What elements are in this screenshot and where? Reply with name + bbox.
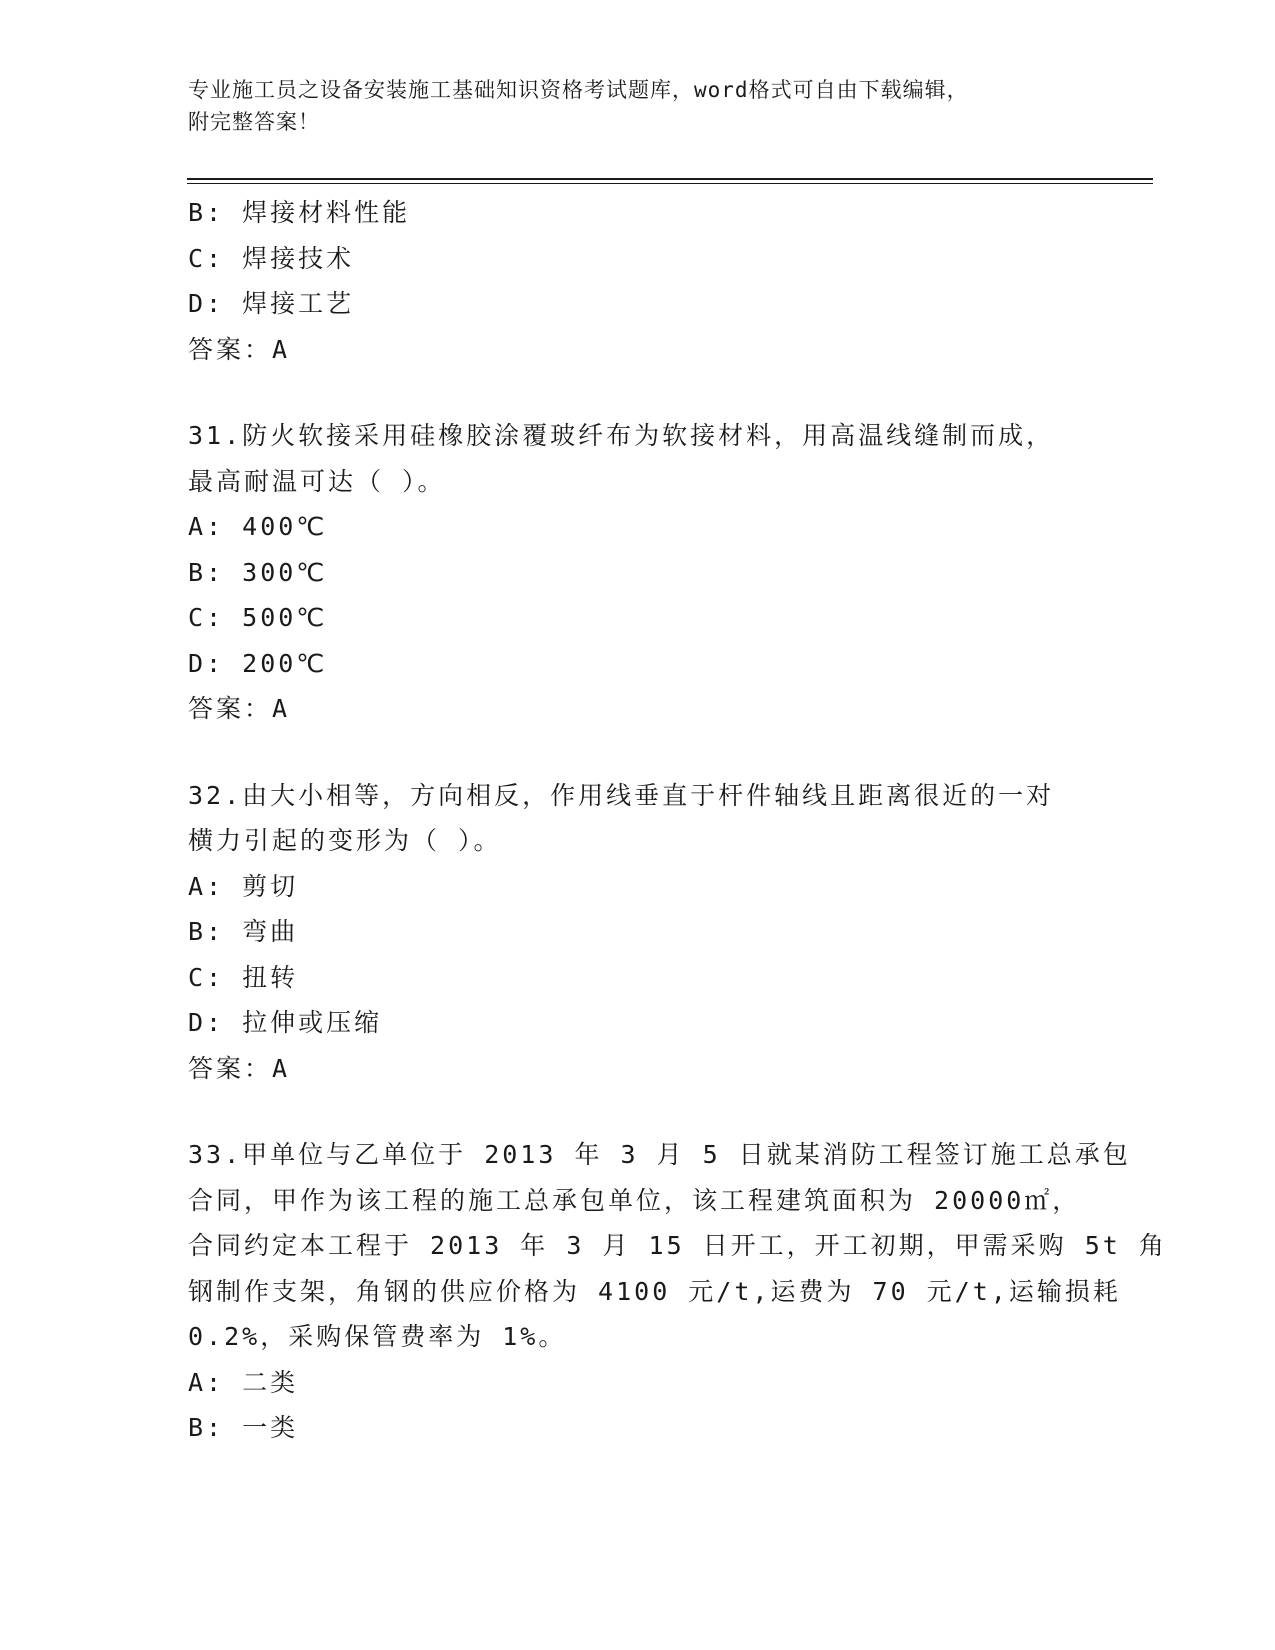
option-b: B: 300℃: [188, 557, 328, 587]
option-d: D: 200℃: [188, 648, 328, 678]
option-c: C: 焊接技术: [188, 243, 355, 273]
option-c: C: 500℃: [188, 603, 328, 632]
option-d: D: 焊接工艺: [188, 289, 355, 318]
question-32: [188, 773, 1088, 1092]
option-b: B: 焊接材料性能: [188, 198, 411, 227]
answer-line: 答案：A: [188, 1053, 291, 1083]
option-b: B: 一类: [188, 1413, 299, 1442]
question-33: [188, 1132, 1167, 1451]
question-31: [188, 413, 1088, 732]
question-stem-line: 合同，甲作为该工程的施工总承包单位，该工程建筑面积为 20000㎡，: [188, 1185, 1081, 1215]
question-stem-line: 32.由大小相等，方向相反，作用线垂直于杆件轴线且距离很近的一对: [188, 780, 1055, 810]
header-line: 专业施工员之设备安装施工基础知识资格考试题库，word格式可自由下载编辑，: [188, 78, 969, 102]
question-stem-line: 最高耐温可达（ ）。: [188, 466, 446, 496]
question-stem-line: 31.防火软接采用硅橡胶涂覆玻纤布为软接材料，用高温线缝制而成，: [188, 421, 1055, 450]
question-stem-line: 横力引起的变形为（ ）。: [188, 826, 502, 855]
option-b: B: 弯曲: [188, 917, 299, 946]
question-list: [188, 190, 1167, 1451]
option-d: D: 拉伸或压缩: [188, 1008, 383, 1037]
answer-line: 答案：A: [188, 694, 291, 723]
question-stem-line: 33.甲单位与乙单位于 2013 年 3 月 5 日就某消防工程签订施工总承包: [188, 1140, 1131, 1169]
header-divider: [187, 178, 1153, 184]
header-line: 附完整答案！: [188, 110, 320, 134]
question-stem-line: 0.2%，采购保管费率为 1%。: [188, 1322, 567, 1351]
answer-line: 答案：A: [188, 334, 291, 364]
question-continuation: [188, 190, 1088, 372]
page-header: [188, 74, 1068, 138]
question-stem-line: 钢制作支架，角钢的供应价格为 4100 元/t,运费为 70 元/t,运输损耗: [188, 1276, 1121, 1306]
question-stem-line: 合同约定本工程于 2013 年 3 月 15 日开工，开工初期，甲需采购 5t 角: [188, 1231, 1167, 1260]
option-a: A: 剪切: [188, 871, 299, 901]
option-a: A: 二类: [188, 1367, 299, 1397]
option-a: A: 400℃: [188, 512, 328, 541]
option-c: C: 扭转: [188, 962, 299, 992]
